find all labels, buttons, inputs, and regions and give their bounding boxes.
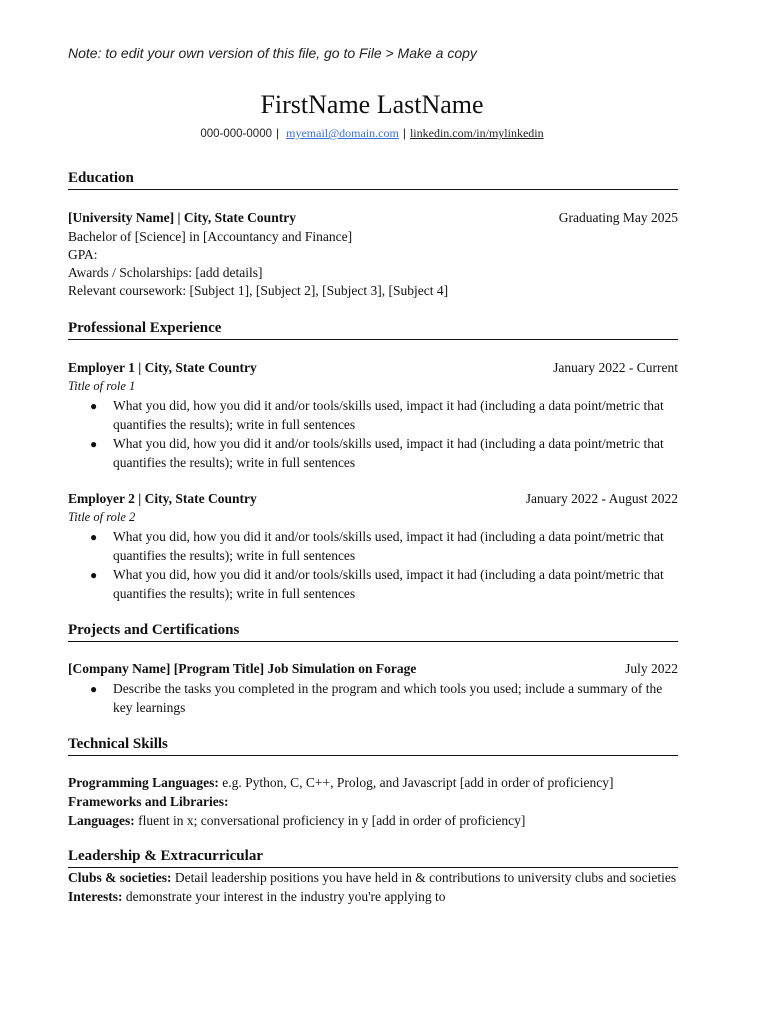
bullet-icon: ●	[90, 568, 98, 582]
section-title-skills: Technical Skills	[68, 736, 678, 756]
skills-frameworks-label: Frameworks and Libraries:	[68, 794, 229, 809]
copy-note: Note: to edit your own version of this file, go to File > Make a copy	[68, 45, 477, 61]
leadership-interests-label: Interests:	[68, 889, 123, 904]
email-link[interactable]: myemail@domain.com	[286, 126, 399, 140]
bullet-text: What you did, how you did it and/or tools/skills used, impact it had (including a data point/metric that quantifies the results); write in full sentences	[113, 567, 664, 601]
bullet-text: What you did, how you did it and/or tools/skills used, impact it had (including a data point/metric that quantifies the results); write in full sentences	[113, 529, 664, 563]
bullet-text: Describe the tasks you completed in the program and which tools you used; include a summary of the key learnings	[113, 681, 663, 715]
leadership-clubs	[68, 869, 678, 887]
skills-languages-value: fluent in x; conversational proficiency in y [add in order of proficiency]	[134, 813, 526, 828]
project-header-row	[68, 660, 678, 678]
leadership-clubs-value: Detail leadership positions you have held in & contributions to university clubs and societies	[171, 870, 677, 885]
section-title-experience: Professional Experience	[68, 320, 678, 340]
skills-languages-label: Languages:	[68, 813, 135, 828]
skills-frameworks	[68, 793, 678, 811]
skills-programming-value: e.g. Python, C, C++, Prolog, and Javascript [add in order of proficiency]	[218, 775, 614, 790]
phone-number: 000-000-0000	[200, 128, 272, 140]
job-dates: January 2022 - Current	[553, 360, 678, 375]
resume-name: FirstName LastName	[260, 90, 484, 119]
linkedin-link[interactable]: linkedin.com/in/mylinkedin	[409, 126, 544, 140]
project-date: July 2022	[625, 661, 678, 676]
bullet-icon: ●	[90, 399, 98, 413]
section-title-leadership: Leadership & Extracurricular	[68, 848, 678, 868]
education-awards: Awards / Scholarships: [add details]	[68, 265, 263, 280]
job-header-row	[68, 359, 678, 377]
education-school: [University Name] | City, State Country	[68, 210, 296, 225]
leadership-clubs-label: Clubs & societies:	[68, 870, 172, 885]
skills-programming-label: Programming Languages:	[68, 775, 219, 790]
education-coursework: Relevant coursework: [Subject 1], [Subject 2], [Subject 3], [Subject 4]	[68, 283, 449, 298]
education-date: Graduating May 2025	[558, 210, 678, 225]
job-header-row	[68, 490, 678, 508]
bullet-text: What you did, how you did it and/or tools/skills used, impact it had (including a data point/metric that quantifies the results); write in full sentences	[113, 398, 664, 432]
contact-line	[0, 126, 744, 141]
skills-languages	[68, 812, 678, 830]
education-gpa: GPA:	[68, 247, 98, 262]
project-title: [Company Name] [Program Title] Job Simulation on Forage	[68, 661, 417, 676]
contact-separator: |	[276, 126, 280, 140]
skills-programming	[68, 774, 678, 792]
job-employer: Employer 2 | City, State Country	[68, 491, 257, 506]
education-school-row	[68, 209, 678, 227]
leadership-interests	[68, 888, 678, 906]
bullet-icon: ●	[90, 682, 98, 696]
job-dates: January 2022 - August 2022	[525, 491, 678, 506]
bullet-icon: ●	[90, 530, 98, 544]
job-employer: Employer 1 | City, State Country	[68, 360, 257, 375]
section-title-education: Education	[68, 170, 678, 190]
education-degree: Bachelor of [Science] in [Accountancy and Finance]	[68, 229, 353, 244]
job-role: Title of role 2	[68, 510, 136, 524]
bullet-text: What you did, how you did it and/or tools/skills used, impact it had (including a data point/metric that quantifies the results); write in full sentences	[113, 436, 664, 470]
bullet-icon: ●	[90, 437, 98, 451]
leadership-interests-value: demonstrate your interest in the industry you're applying to	[122, 889, 446, 904]
section-title-projects: Projects and Certifications	[68, 622, 678, 642]
job-role: Title of role 1	[68, 379, 136, 393]
contact-separator: |	[402, 126, 406, 140]
